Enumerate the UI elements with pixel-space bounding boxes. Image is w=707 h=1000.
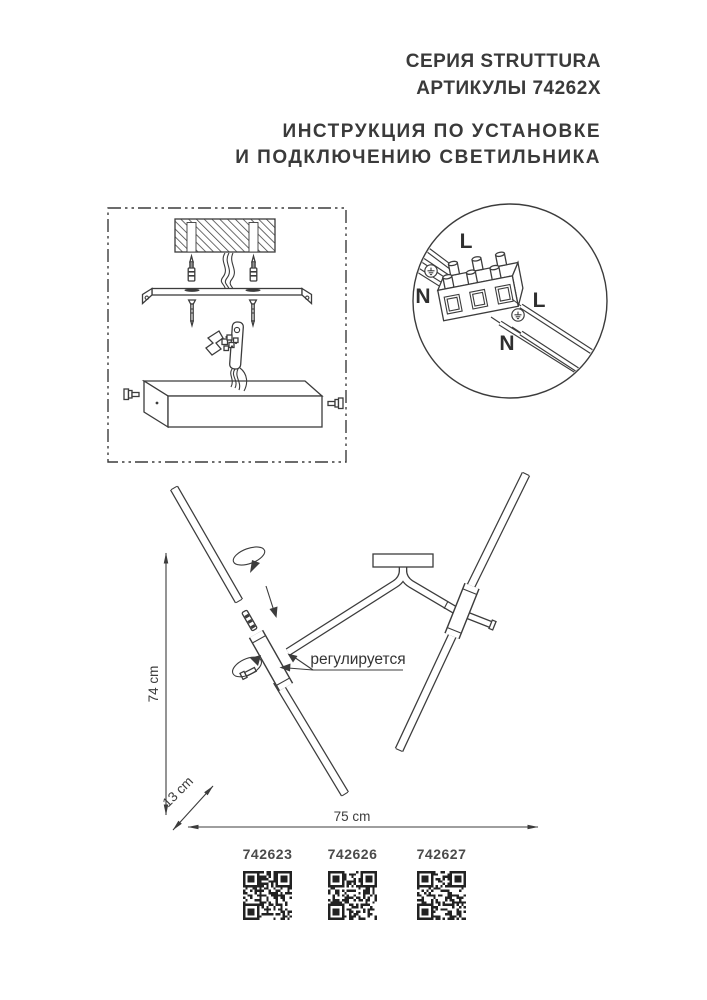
insert-direction-arrow [266, 586, 278, 618]
article-item [417, 846, 466, 920]
article-item [243, 846, 292, 920]
qr-code [243, 871, 292, 920]
wall-anchor-screw [250, 256, 257, 281]
article-number: 742623 [242, 846, 293, 862]
wire-neutral-label: N [499, 332, 515, 355]
lamp-figure [146, 473, 538, 831]
wall-anchor-screw [188, 256, 195, 281]
series-title: СЕРИЯ STRUTTURA [405, 51, 601, 72]
side-thumb-screw [124, 389, 139, 400]
article-number: 742626 [327, 846, 378, 862]
rod-dimension-label: 13 cm [159, 773, 197, 811]
earth-ground-icon [512, 309, 524, 321]
height-dimension [146, 553, 166, 815]
bracket-screw [250, 300, 257, 326]
terminal-neutral-label: N [415, 285, 431, 308]
ceiling-block [175, 219, 275, 252]
instruction-title-line1: ИНСТРУКЦИЯ ПО УСТАНОВКЕ [282, 121, 601, 142]
left-upper-rod [171, 486, 242, 602]
canopy-box [144, 381, 322, 427]
adjustable-annotation [280, 651, 406, 672]
height-dimension-label: 74 cm [146, 665, 161, 703]
qr-code [328, 871, 377, 920]
mounting-bracket [143, 289, 312, 304]
instruction-title-line2: И ПОДКЛЮЧЕНИЮ СВЕТИЛЬНИКА [235, 147, 601, 168]
rod-dimension [160, 774, 213, 830]
earth-ground-icon [425, 265, 437, 277]
terminal-live-label: L [459, 230, 473, 253]
side-thumb-screw [328, 398, 343, 409]
article-number: 742627 [416, 846, 467, 862]
width-dimension-label: 75 cm [333, 809, 371, 824]
terminal-assembly [206, 322, 244, 370]
article-list [0, 846, 707, 976]
wire-live-label: L [532, 289, 546, 312]
joint-set-screw [240, 666, 257, 679]
adjustable-label: регулируется [310, 651, 406, 668]
bracket-screw [189, 300, 196, 326]
left-lower-rod [277, 681, 348, 796]
mounting-diagram [108, 208, 346, 462]
rotation-arrow [231, 543, 267, 573]
connector-pin [242, 610, 258, 631]
wiring-detail [389, 204, 607, 398]
article-item [328, 846, 377, 920]
ceiling-wires [221, 253, 234, 290]
ceiling-canopy [373, 554, 433, 567]
qr-code [417, 871, 466, 920]
width-dimension [188, 809, 538, 827]
article-range: АРТИКУЛЫ 74262X [416, 78, 601, 99]
